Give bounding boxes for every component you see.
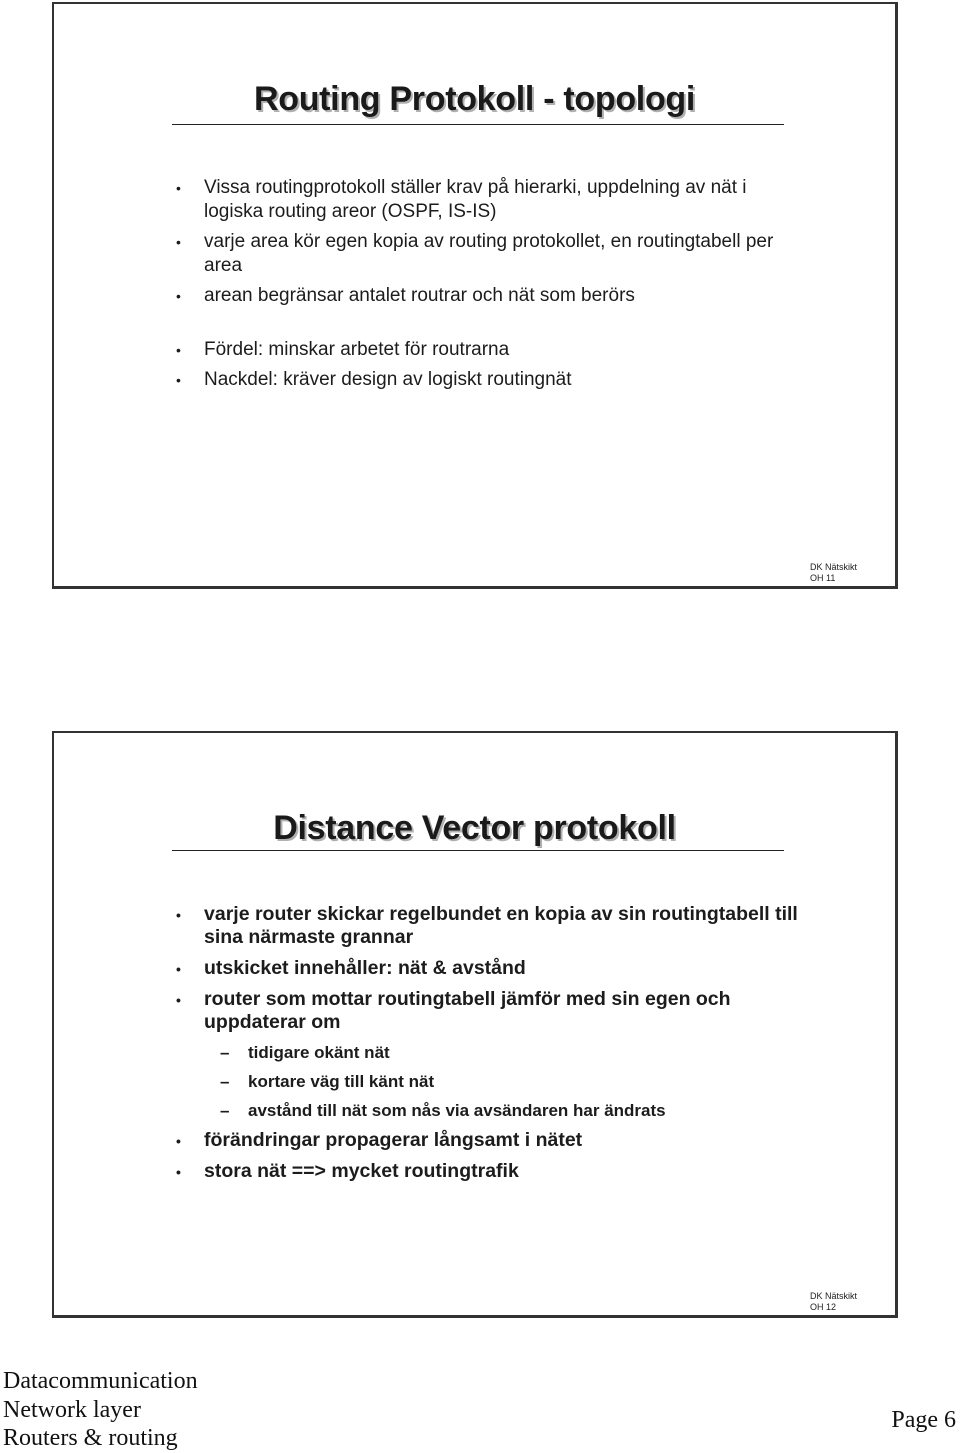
slide-footer — [810, 562, 857, 584]
page-number: Page 6 — [891, 1407, 956, 1433]
list-item: • Vissa routingprotokoll ställer krav på hierarki, uppdelning av nät i logiska routing areor (OSPF, IS-IS) — [176, 177, 747, 222]
dash-icon: – — [220, 1072, 230, 1091]
list-item: • Fördel: minskar arbetet för routrarna — [176, 339, 510, 360]
dash-icon: – — [220, 1101, 230, 1120]
bullet-icon: • — [176, 180, 181, 196]
slide-number: OH 11 — [809, 573, 836, 583]
bullet-icon: • — [176, 372, 181, 388]
bullet-icon: • — [176, 342, 181, 358]
list-item: • arean begränsar antalet routrar och nät som berörs — [176, 285, 635, 306]
slide-number: OH 12 — [809, 1302, 836, 1312]
course-label: DK Nätskikt — [809, 1291, 857, 1301]
list-item: • varje area kör egen kopia av routing protokollet, en routingtabell per area — [176, 231, 774, 276]
list-item: • stora nät ==> mycket routingtrafik — [176, 1160, 519, 1182]
bullet-icon: • — [176, 288, 181, 304]
slide-distance-vector — [52, 731, 898, 1318]
list-item: • router som mottar routingtabell jämför med sin egen och uppdaterar om — [176, 988, 731, 1033]
dash-icon: – — [220, 1043, 230, 1062]
section-title: Routers & routing — [3, 1425, 178, 1451]
list-item: • förändringar propagerar långsamt i nätet — [176, 1129, 583, 1151]
bullet-icon: • — [176, 961, 181, 977]
sub-list-item: – kortare väg till känt nät — [220, 1072, 435, 1091]
bullet-list — [174, 176, 774, 398]
title-underline — [172, 124, 784, 125]
list-item: • Nackdel: kräver design av logiskt routingnät — [176, 369, 572, 390]
bullet-icon: • — [176, 1133, 181, 1149]
slide-footer — [810, 1291, 857, 1313]
chapter-title: Network layer — [3, 1396, 141, 1423]
sub-list-item: – tidigare okänt nät — [220, 1043, 390, 1062]
page-footer — [3, 1367, 198, 1453]
bullet-icon: • — [176, 1164, 181, 1180]
bullet-list — [174, 903, 814, 1191]
bullet-icon: • — [176, 992, 181, 1008]
slide-routing-protokoll — [52, 2, 898, 589]
bullet-icon: • — [176, 234, 181, 250]
slide-title: Routing Protokoll - topologi — [253, 80, 696, 118]
list-item: • varje router skickar regelbundet en kopia av sin routingtabell till sina närmaste grannar — [176, 903, 798, 948]
course-title: Datacommunication — [3, 1368, 198, 1394]
title-underline — [172, 850, 784, 851]
course-label: DK Nätskikt — [809, 562, 857, 572]
list-item: • utskicket innehåller: nät & avstånd — [176, 957, 526, 979]
sub-list-item: – avstånd till nät som nås via avsändaren har ändrats — [220, 1101, 666, 1120]
slide-title: Distance Vector protokoll — [273, 809, 676, 847]
bullet-icon: • — [176, 907, 181, 923]
